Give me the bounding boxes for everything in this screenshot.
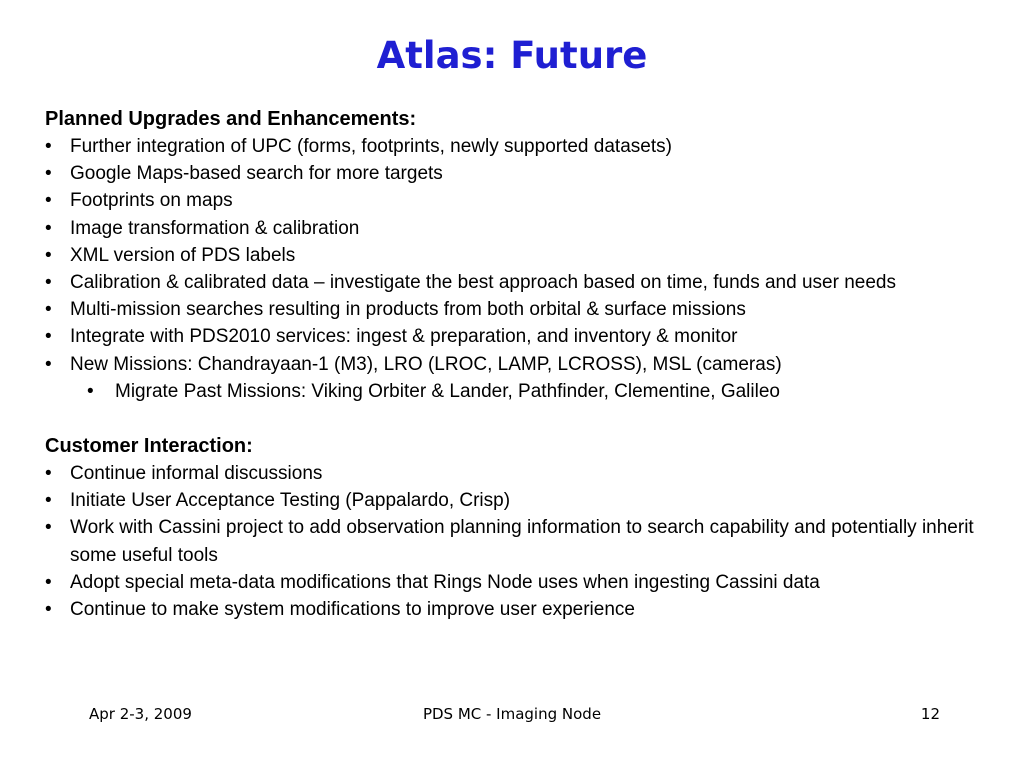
bullet-icon: •: [45, 599, 52, 621]
list-item-text: Footprints on maps: [70, 190, 233, 212]
section-spacer: [45, 405, 1005, 432]
list-item: [45, 296, 1005, 323]
list-item: [45, 269, 1005, 296]
list-item-text: Further integration of UPC (forms, footprints, newly supported datasets): [70, 136, 672, 157]
bullet-icon: •: [87, 380, 94, 402]
list-item: [45, 351, 1005, 378]
footer-presentation-title: PDS MC - Imaging Node: [422, 705, 602, 723]
bullet-icon: •: [45, 353, 52, 375]
list-item-sub: [45, 378, 1005, 405]
list-item-text: Calibration & calibrated data – investigate the best approach based on time, funds and user needs: [70, 272, 896, 294]
list-item: [45, 596, 1005, 623]
list-item: [45, 323, 1005, 350]
list-item-text: Image transformation & calibration: [70, 217, 360, 239]
list-item-text: Integrate with PDS2010 services: ingest & preparation, and inventory & monitor: [70, 326, 738, 348]
list-item: [45, 514, 1005, 568]
list-item-text: Migrate Past Missions: Viking Orbiter & Lander, Pathfinder, Clementine, Galileo: [115, 380, 780, 402]
bullet-icon: •: [45, 217, 52, 239]
list-item: [45, 160, 1005, 187]
list-item: [45, 215, 1005, 242]
list-item: [45, 187, 1005, 214]
list-item-text: Work with Cassini project to add observation planning information to search capability and potentially inherit some useful tools: [70, 517, 974, 566]
bullet-icon: •: [45, 490, 52, 512]
bullet-icon: •: [45, 244, 52, 266]
list-item-text: Google Maps-based search for more targets: [70, 163, 443, 185]
customer-list: [45, 460, 1005, 623]
bullet-icon: •: [45, 136, 52, 157]
list-item: [45, 242, 1005, 269]
bullet-icon: •: [45, 463, 52, 485]
slide-content: [45, 105, 1005, 623]
bullet-icon: •: [45, 190, 52, 212]
upgrades-list: [45, 133, 1005, 405]
list-item-text: Initiate User Acceptance Testing (Pappalardo, Crisp): [70, 490, 511, 512]
list-item: [45, 487, 1005, 514]
list-item-text: Adopt special meta-data modifications that Rings Node uses when ingesting Cassini data: [70, 571, 820, 593]
section-heading-customer: Customer Interaction:: [45, 435, 253, 458]
list-item-text: Continue informal discussions: [70, 463, 323, 485]
list-item-text: Multi-mission searches resulting in products from both orbital & surface missions: [70, 299, 746, 321]
footer-date: Apr 2-3, 2009: [89, 705, 192, 723]
list-item-text: XML version of PDS labels: [70, 244, 296, 266]
slide-title: Atlas: Future: [376, 34, 648, 77]
bullet-icon: •: [45, 163, 52, 185]
list-item: [45, 133, 1005, 160]
list-item: [45, 460, 1005, 487]
bullet-icon: •: [45, 326, 52, 348]
list-item-text: Continue to make system modifications to improve user experience: [70, 599, 635, 621]
section-heading-upgrades: Planned Upgrades and Enhancements:: [45, 108, 417, 130]
bullet-icon: •: [45, 571, 52, 593]
list-item: [45, 569, 1005, 596]
bullet-icon: •: [45, 272, 52, 294]
list-item-text: New Missions: Chandrayaan-1 (M3), LRO (LROC, LAMP, LCROSS), MSL (cameras): [70, 353, 782, 375]
bullet-icon: •: [45, 299, 52, 321]
footer-page-number: 12: [920, 705, 940, 723]
bullet-icon: •: [45, 517, 52, 539]
